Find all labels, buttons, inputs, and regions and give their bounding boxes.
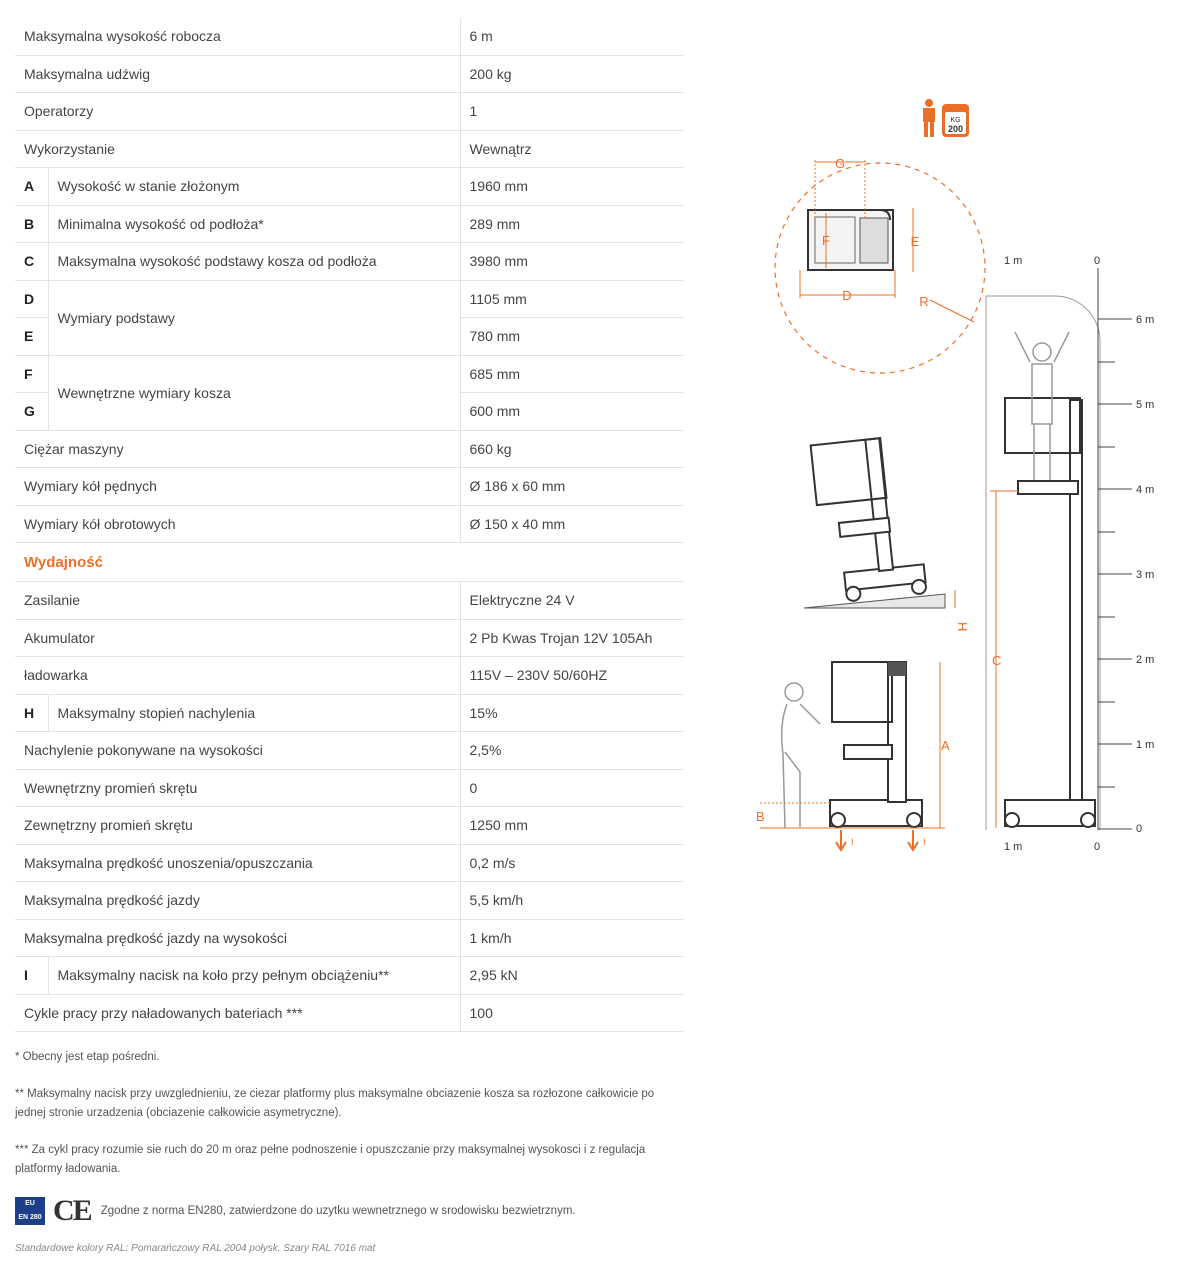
spec-label: Maksymalna prędkość unoszenia/opuszczania [15,844,460,882]
spec-table [15,18,684,1032]
dim-letter: B [15,205,48,243]
top-view [775,156,985,373]
dim-letter: I [15,957,48,995]
spec-label: Wysokość w stanie złożonym [48,168,460,206]
spec-value: 1960 mm [460,168,684,206]
dim-f: F [822,233,830,248]
operator-figure-icon [782,683,820,828]
scale-top-0: 0 [1094,255,1101,267]
spec-value: 6 m [460,18,684,55]
ral-colors-note: Standardowe kolory RAL: Pomarańczowy RAL 2004 połysk, Szary RAL 7016 mat [15,1243,376,1254]
slope-view [804,435,970,631]
dim-e: E [910,234,920,249]
scale-0: 0 [1136,823,1143,835]
scale-1m: 1 m [1136,739,1155,751]
spec-value: 660 kg [460,430,684,468]
spec-value: 2 Pb Kwas Trojan 12V 105Ah [460,619,684,657]
stowed-view [756,662,950,850]
dim-letter: F [15,355,48,393]
spec-label: Cykle pracy przy naładowanych bateriach *** [15,994,460,1032]
spec-value: 1105 mm [460,280,684,318]
table-row [15,582,684,620]
spec-value: 100 [460,994,684,1032]
dim-letter: C [15,243,48,281]
dim-letter: D [15,280,48,318]
table-row [15,732,684,770]
spec-value: Ø 186 x 60 mm [460,468,684,506]
spec-value: 2,95 kN [460,957,684,995]
spec-label: Maksymalna udźwig [15,55,460,93]
table-row [15,769,684,807]
spec-label: Minimalna wysokość od podłoża* [48,205,460,243]
spec-label: Zasilanie [15,582,460,620]
footnotes [15,1048,687,1197]
raised-operator-icon [1015,332,1069,480]
spec-label: Maksymalna wysokość podstawy kosza od podłoża [48,243,460,281]
load-badge-icon [923,99,969,137]
dim-a: A [941,738,950,753]
table-row [15,657,684,695]
table-row [15,994,684,1032]
dim-h: H [955,622,970,632]
spec-value: 2,5% [460,732,684,770]
table-row [15,430,684,468]
dim-i-1: I [851,837,854,847]
dim-g: G [834,156,846,171]
dim-r: R [919,294,929,309]
table-row [15,468,684,506]
spec-label: Wykorzystanie [15,130,460,168]
spec-label: Zewnętrzny promień skrętu [15,807,460,845]
scale-3m: 3 m [1136,569,1155,581]
spec-label: Maksymalny nacisk na koło przy pełnym obciążeniu** [48,957,460,995]
footnote-3: *** Za cykl pracy rozumie sie ruch do 20 m oraz pełne podnoszenie i opuszczanie przy maksymalnej wysokosci i z regulacja platformy ładowania. [15,1144,646,1175]
spec-label: Operatorzy [15,93,460,131]
spec-label: Maksymalna wysokość robocza [15,18,460,55]
table-row [15,168,684,206]
dim-b: B [756,809,765,824]
spec-value: 115V – 230V 50/60HZ [460,657,684,695]
spec-label: Wewnętrzne wymiary kosza [48,355,460,430]
spec-value: 1250 mm [460,807,684,845]
spec-label: Maksymalny stopień nachylenia [48,694,460,732]
table-row [15,280,684,318]
dim-letter: E [15,318,48,356]
scale-5m: 5 m [1136,399,1155,411]
height-scale [1098,319,1132,829]
spec-value: 1 km/h [460,919,684,957]
spec-value: 5,5 km/h [460,882,684,920]
footnote-2: ** Maksymalny nacisk przy uwzglednieniu, ze ciezar platformy plus maksymalne obciazenie kosza sa rozłozone całkowicie po jednej stronie urzadzenia (obciazenie całkowicie asymetryczne). [15,1088,655,1119]
spec-label: Ciężar maszyny [15,430,460,468]
dimension-diagram [700,80,1180,880]
table-row [15,243,684,281]
dim-letter: G [15,393,48,431]
ce-mark-icon: CE [53,1194,91,1227]
table-row [15,957,684,995]
scale-4m: 4 m [1136,484,1155,496]
en280-label: EN 280 [18,1214,42,1221]
table-row [15,844,684,882]
scale-2m: 2 m [1136,654,1155,666]
spec-value: 600 mm [460,393,684,431]
table-row [15,55,684,93]
dim-letter: H [15,694,48,732]
section-title: Wydajność [15,543,684,582]
eu-flag-icon [15,1197,45,1225]
dim-c: C [992,653,1002,668]
dim-d: D [842,288,852,303]
spec-value: 200 kg [460,55,684,93]
table-row [15,130,684,168]
spec-label: Wymiary podstawy [48,280,460,355]
scale-top-1m: 1 m [1004,255,1023,267]
table-row [15,18,684,55]
section-row [15,543,684,582]
spec-value: 685 mm [460,355,684,393]
spec-value: 15% [460,694,684,732]
spec-label: Wewnętrzny promień skrętu [15,769,460,807]
table-row [15,882,684,920]
scale-bottom-0: 0 [1094,841,1101,853]
spec-value: 1 [460,93,684,131]
spec-label: Wymiary kół obrotowych [15,505,460,543]
table-row [15,694,684,732]
spec-label: ładowarka [15,657,460,695]
spec-label: Wymiary kół pędnych [15,468,460,506]
spec-label: Nachylenie pokonywane na wysokości [15,732,460,770]
badge-kg: KG [950,117,961,124]
spec-value: 780 mm [460,318,684,356]
spec-label: Maksymalna prędkość jazdy na wysokości [15,919,460,957]
certification [15,1194,576,1228]
table-row [15,807,684,845]
dim-letter: A [15,168,48,206]
table-row [15,919,684,957]
table-row [15,505,684,543]
table-row [15,355,684,393]
raised-view [986,255,1154,853]
spec-label: Maksymalna prędkość jazdy [15,882,460,920]
cert-text: Zgodne z norma EN280, zatwierdzone do uzytku wewnetrznego w srodowisku bezwietrznym. [100,1205,576,1217]
spec-label: Akumulator [15,619,460,657]
table-row [15,93,684,131]
scale-bottom-1m: 1 m [1004,841,1023,853]
scale-6m: 6 m [1136,314,1155,326]
spec-value: 0 [460,769,684,807]
table-row [15,205,684,243]
spec-value: 0,2 m/s [460,844,684,882]
spec-value: 289 mm [460,205,684,243]
spec-value: Elektryczne 24 V [460,582,684,620]
footnote-1: * Obecny jest etap pośredni. [15,1051,160,1063]
spec-value: Ø 150 x 40 mm [460,505,684,543]
eu-label: EU [25,1200,35,1207]
table-row [15,619,684,657]
dim-i-2: I [923,837,926,847]
badge-200: 200 [947,124,964,134]
spec-value: Wewnątrz [460,130,684,168]
spec-value: 3980 mm [460,243,684,281]
